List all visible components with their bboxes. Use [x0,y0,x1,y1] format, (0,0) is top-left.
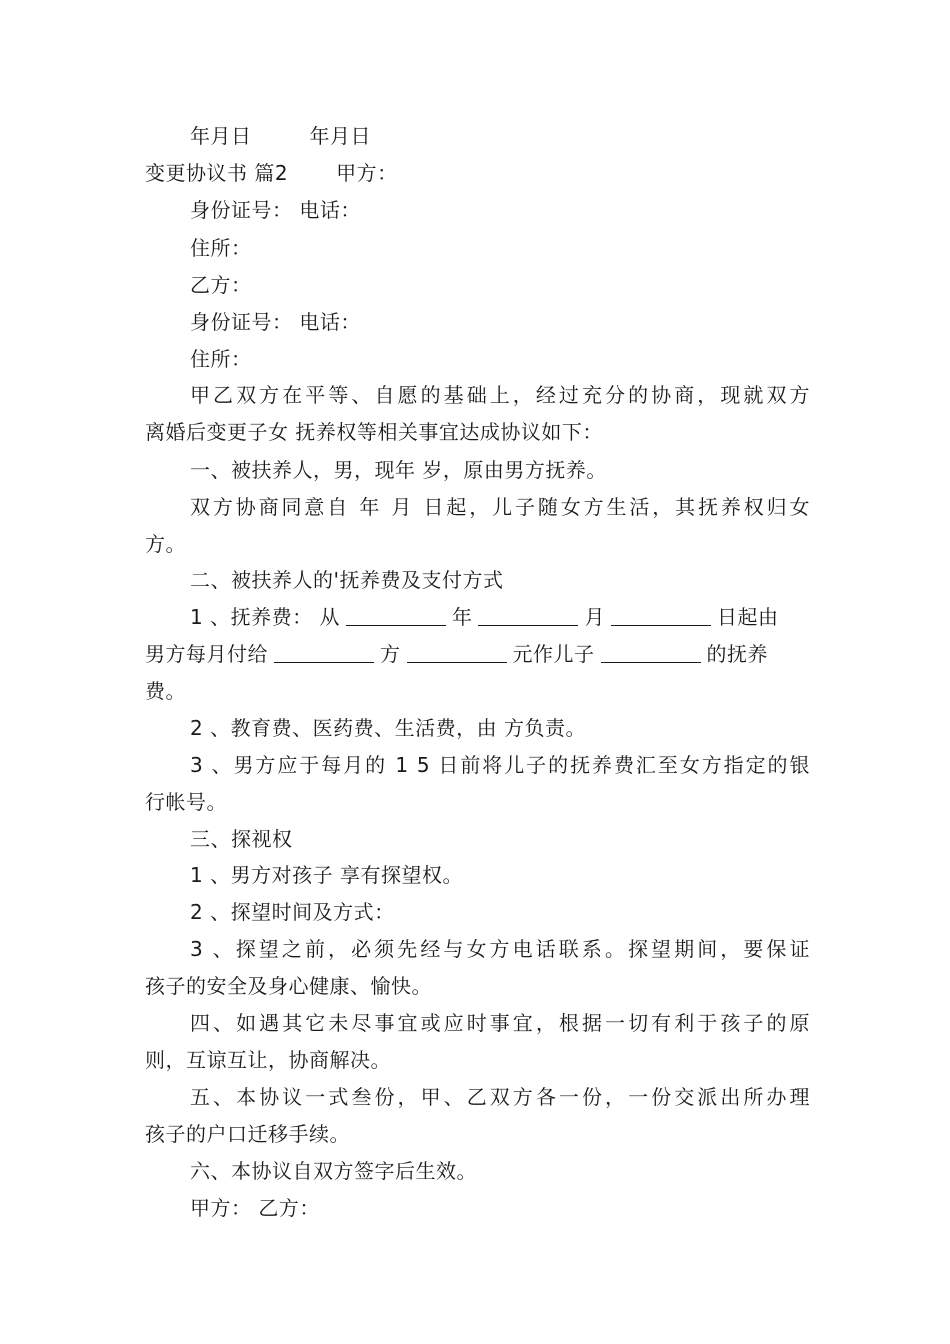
clause-5-line-1: 五、本协议一式叁份，甲、乙双方各一份，一份交派出所办理 [190,1085,810,1109]
clause-2-3-line-1: 3 、男方应于每月的 1 5 日前将儿子的抚养费汇至女方指定的银 [190,753,810,777]
month-label: 月 [584,605,605,629]
clause-3-2: 2 、探望时间及方式： [190,900,395,924]
clause-2-2: 2 、教育费、医药费、生活费，由 方负责。 [190,716,586,740]
date-text-2: 年月日 [309,124,371,148]
clause-3-heading: 三、探视权 [190,827,293,851]
clause-2-1-line-3: 费。 [145,679,186,703]
party-a-label: 甲方： [336,161,398,185]
clause-6: 六、本协议自双方签字后生效。 [190,1159,477,1183]
clause-1-detail-line-1: 双方协商同意自 年 月 日起，儿子随女方生活，其抚养权归女 [190,495,810,519]
support-fee-label: 1 、抚养费： 从 [190,605,340,629]
clause-1: 一、被扶养人，男，现年 岁，原由男方抚养。 [190,458,607,482]
blank-purpose [601,642,701,663]
party-a-id-phone: 身份证号： 电话： [190,198,361,222]
date-text-1: 年月日 [190,124,252,148]
monthly-pay-label: 男方每月付给 [145,642,268,666]
blank-payer [274,642,374,663]
blank-day [611,605,711,626]
section-heading-line [145,159,810,187]
clause-2-1-line-1 [190,603,810,631]
amount-label: 元作儿子 [512,642,595,666]
clause-2-heading: 二、被扶养人的'抚养费及支付方式 [190,568,504,592]
section-heading: 变更协议书 篇2 [145,161,289,185]
clause-3-3-line-2: 孩子的安全及身心健康、愉快。 [145,974,432,998]
clause-1-detail-line-2: 方。 [145,532,186,556]
blank-year [346,605,446,626]
clause-5-line-2: 孩子的户口迁移手续。 [145,1122,350,1146]
clause-2-3-line-2: 行帐号。 [145,790,227,814]
clause-2-1-line-2 [145,640,810,668]
party-a-address: 住所： [190,236,252,260]
party-b-address: 住所： [190,347,252,371]
preamble-line-2: 离婚后变更子女 抚养权等相关事宜达成协议如下： [145,420,603,444]
party-b-id-phone: 身份证号： 电话： [190,310,361,334]
party-b-label: 乙方： [190,273,252,297]
support-label: 的抚养 [706,642,768,666]
date-line [190,122,810,150]
signature-line: 甲方： 乙方： [190,1196,320,1220]
blank-month [478,605,578,626]
blank-amount [407,642,507,663]
clause-4-line-2: 则，互谅互让，协商解决。 [145,1048,391,1072]
day-label: 日起由 [716,605,779,629]
party-label: 方 [380,642,401,666]
clause-3-3-line-1: 3 、探望之前，必须先经与女方电话联系。探望期间，要保证 [190,937,810,961]
preamble-line-1: 甲乙双方在平等、自愿的基础上，经过充分的协商，现就双方 [190,383,810,407]
clause-3-1: 1 、男方对孩子 享有探望权。 [190,863,463,887]
year-label: 年 [451,605,473,629]
clause-4-line-1: 四、如遇其它未尽事宜或应时事宜，根据一切有利于孩子的原 [190,1011,810,1035]
